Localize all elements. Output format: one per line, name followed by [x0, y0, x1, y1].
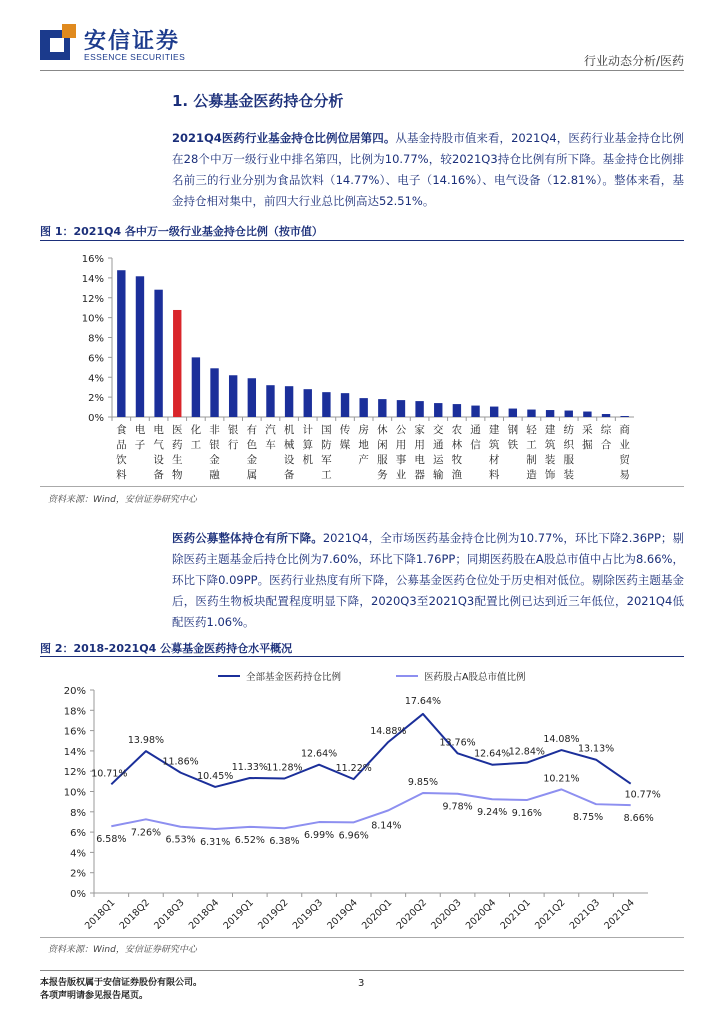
- y-tick-label: 8%: [70, 807, 86, 819]
- x-category-label-char: 饰: [544, 469, 556, 481]
- data-label-s1: 11.33%: [231, 762, 268, 774]
- bar-17: [415, 401, 423, 417]
- y-tick-label: 10%: [81, 313, 104, 325]
- y-tick-label: 6%: [88, 353, 104, 365]
- x-category-label-char: 建: [544, 424, 556, 436]
- section-title: 1. 公募基金医药持仓分析: [172, 92, 344, 110]
- paragraph-1-lead: 2021Q4医药行业基金持仓比例位居第四。: [172, 131, 396, 145]
- x-tick-label: 2018Q2: [117, 897, 153, 932]
- bar-12: [322, 392, 330, 417]
- x-category-label-char: 房: [358, 424, 369, 436]
- x-category-label-char: 闲: [377, 439, 388, 451]
- data-label-s2: 9.16%: [511, 808, 542, 820]
- y-tick-label: 14%: [63, 746, 86, 758]
- bar-4: [173, 310, 181, 417]
- x-category-label-char: 融: [209, 469, 220, 481]
- legend-label-2: 医药股占A股总市值比例: [424, 672, 526, 683]
- x-category-label-char: 电: [153, 424, 164, 436]
- x-tick-label: 2020Q3: [429, 897, 464, 932]
- x-category-label-char: 农: [451, 424, 463, 436]
- x-category-label-char: 非: [209, 424, 220, 436]
- pharma-holdings-line-chart: [40, 660, 684, 935]
- y-tick-label: 6%: [70, 828, 86, 840]
- x-category-label-char: 业: [619, 439, 630, 451]
- paragraph-1-body: 从基金持股市值来看，2021Q4，医药行业基金持仓比例在28个中万一级行业中排名第四，比例为10.77%，较2021Q3持仓比例有所下降。基金持仓比例排名前三的行业分别为食品饮料（14.77%）、电子（14.16%）、电气设备（12.81%）。整体来看，基金持仓相对集中，前四大行业总比例高达52.51%。: [172, 131, 684, 208]
- x-category-label-char: 化: [190, 424, 202, 436]
- y-tick-label: 8%: [88, 333, 104, 345]
- x-category-label-char: 掘: [582, 439, 593, 451]
- x-category-label-char: 建: [488, 424, 500, 436]
- data-label-s2: 7.26%: [130, 827, 162, 839]
- bar-6: [210, 368, 218, 417]
- x-category-label-char: 计: [302, 424, 313, 436]
- x-category-label-char: 易: [619, 469, 630, 481]
- x-category-label-char: 传: [339, 424, 351, 436]
- header-divider: [40, 70, 684, 71]
- bar-11: [304, 389, 312, 417]
- bar-7: [229, 375, 237, 417]
- x-tick-label: 2020Q2: [394, 897, 430, 932]
- x-category-label-char: 综: [600, 424, 612, 436]
- footer-copyright: 本报告版权属于安信证券股份有限公司。: [40, 978, 203, 988]
- logo-english-name: ESSENCE SECURITIES: [84, 52, 186, 62]
- footer-statement: 各项声明请参见报告尾页。: [40, 991, 149, 1001]
- data-label-s1: 10.77%: [624, 789, 661, 801]
- x-category-label-char: 媒: [339, 439, 351, 451]
- bar-8: [248, 378, 256, 417]
- data-label-s1: 11.22%: [335, 763, 372, 775]
- y-tick-label: 0%: [88, 413, 104, 424]
- x-tick-label: 2018Q3: [152, 897, 187, 932]
- x-category-label-char: 筑: [544, 439, 556, 451]
- bar-21: [490, 407, 498, 417]
- data-label-s2: 8.75%: [572, 812, 604, 824]
- x-category-label-char: 备: [283, 469, 295, 481]
- y-tick-label: 2%: [88, 393, 104, 405]
- x-category-label-char: 子: [134, 439, 146, 451]
- y-tick-label: 16%: [63, 726, 86, 738]
- bar-2: [136, 276, 144, 417]
- data-label-s1: 12.64%: [300, 748, 338, 760]
- x-category-label-char: 采: [582, 424, 593, 436]
- x-category-label-char: 防: [321, 439, 332, 451]
- data-label-s2: 9.24%: [477, 807, 508, 819]
- x-category-label-char: 家: [414, 424, 425, 436]
- bar-15: [378, 399, 386, 417]
- x-category-label-char: 银: [209, 439, 220, 451]
- x-tick-label: 2018Q1: [82, 897, 118, 932]
- figure-2-bottom-rule: [40, 937, 684, 938]
- data-label-s2: 6.96%: [338, 830, 369, 842]
- x-category-label-char: 事: [395, 454, 407, 466]
- x-tick-label: 2020Q4: [463, 897, 499, 932]
- paragraph-2-body: 2021Q4，全市场医药基金持仓比例为10.77%，环比下降2.36PP；剔除医药主题基金后持仓比例为7.60%，环比下降1.76PP；同期医药股在A股总市值中占比为8.66%，环比下降0.09PP。医药行业热度有所下降，公募基金医药仓位处于历史相对低位。剔除医药主题基金后，医药生物板块配置程度明显下降，2020Q3至2021Q3配置比例已达到近三年低位，2021Q4低配医药1.06%。: [172, 531, 684, 629]
- bar-24: [546, 410, 554, 417]
- data-label-s1: 12.64%: [474, 748, 511, 760]
- x-category-label-char: 汽: [265, 424, 276, 436]
- bar-20: [471, 406, 479, 417]
- x-category-label-char: 休: [377, 424, 388, 436]
- y-tick-label: 12%: [81, 293, 104, 305]
- bar-1: [117, 270, 125, 417]
- x-tick-label: 2019Q3: [290, 897, 326, 932]
- x-category-label-char: 商: [619, 424, 630, 436]
- x-category-label-char: 材: [488, 454, 500, 466]
- y-tick-label: 2%: [70, 868, 86, 880]
- data-label-s1: 14.08%: [543, 734, 580, 746]
- bar-16: [397, 400, 405, 417]
- x-tick-label: 2020Q1: [359, 897, 395, 932]
- data-label-s1: 10.45%: [197, 770, 234, 782]
- bar-18: [434, 403, 442, 417]
- x-category-label-char: 制: [526, 454, 537, 466]
- figure-2-title: 图 2：2018-2021Q4 公募基金医药持仓水平概况: [40, 642, 293, 655]
- footer-disclaimer: [40, 977, 202, 1003]
- analysis-paragraph-2: [172, 528, 684, 633]
- footer-divider: [40, 970, 684, 971]
- data-label-s2: 6.38%: [269, 836, 300, 848]
- x-category-label-char: 通: [470, 424, 481, 436]
- x-category-label-char: 药: [172, 439, 183, 451]
- figure-2-top-rule: [40, 656, 684, 657]
- x-category-label-char: 银: [227, 424, 239, 436]
- x-category-label-char: 纺: [563, 424, 574, 436]
- figure-2-source: 资料来源：Wind，安信证券研究中心: [48, 945, 197, 955]
- x-tick-label: 2021Q4: [602, 897, 637, 932]
- y-tick-label: 14%: [81, 273, 104, 285]
- bar-27: [602, 414, 610, 417]
- x-category-label-char: 金: [246, 454, 258, 466]
- x-category-label-char: 电: [134, 424, 146, 436]
- data-label-s2: 6.31%: [200, 836, 231, 848]
- logo-mark-icon: [40, 24, 76, 60]
- data-label-s1: 10.71%: [91, 768, 128, 780]
- x-category-label-char: 装: [544, 454, 556, 466]
- x-category-label-char: 料: [116, 469, 127, 481]
- x-category-label-char: 交: [433, 424, 444, 436]
- bar-28: [620, 416, 628, 417]
- x-category-label-char: 器: [414, 469, 425, 481]
- x-category-label-char: 装: [563, 469, 574, 481]
- x-category-label-char: 饮: [116, 454, 127, 466]
- bar-23: [527, 410, 535, 417]
- x-category-label-char: 铁: [507, 439, 519, 451]
- data-label-s1: 14.88%: [370, 725, 407, 737]
- data-label-s1: 13.76%: [439, 737, 476, 749]
- x-category-label-char: 牧: [451, 454, 463, 466]
- x-category-label-char: 林: [451, 439, 463, 451]
- x-category-label-char: 信: [470, 439, 481, 451]
- x-category-label-char: 气: [153, 439, 164, 451]
- y-tick-label: 18%: [63, 706, 86, 718]
- x-category-label-char: 算: [302, 439, 313, 451]
- data-label-s1: 11.28%: [266, 762, 303, 774]
- bar-9: [266, 385, 274, 417]
- bar-22: [509, 409, 517, 417]
- bar-25: [565, 411, 573, 417]
- figure-1-title: 图 1：2021Q4 各中万一级行业基金持仓比例（按市值）: [40, 225, 323, 238]
- x-category-label-char: 贸: [619, 454, 630, 466]
- data-label-s1: 12.84%: [508, 746, 545, 758]
- bar-19: [453, 404, 461, 417]
- x-category-label-char: 合: [600, 439, 612, 451]
- bar-3: [154, 290, 162, 417]
- data-label-s2: 8.14%: [371, 820, 402, 832]
- x-category-label-char: 料: [488, 469, 500, 481]
- x-category-label-char: 生: [172, 454, 183, 466]
- x-category-label-char: 服: [377, 454, 388, 466]
- x-category-label-char: 钢: [507, 424, 519, 436]
- paragraph-2-lead: 医药公募整体持仓有所下降。: [172, 531, 323, 545]
- bar-10: [285, 386, 293, 417]
- y-tick-label: 16%: [81, 254, 104, 265]
- x-category-label-char: 属: [246, 469, 258, 481]
- data-label-s2: 10.21%: [543, 773, 580, 785]
- x-tick-label: 2019Q2: [256, 897, 291, 932]
- x-category-label-char: 筑: [488, 439, 500, 451]
- x-tick-label: 2018Q4: [186, 897, 222, 932]
- data-label-s2: 9.78%: [442, 801, 473, 813]
- figure-1-top-rule: [40, 240, 684, 241]
- data-label-s2: 6.53%: [165, 834, 196, 846]
- y-tick-label: 4%: [70, 848, 86, 860]
- x-tick-label: 2021Q1: [498, 897, 533, 932]
- x-tick-label: 2019Q4: [325, 897, 360, 932]
- industry-holdings-bar-chart: [40, 246, 684, 484]
- x-tick-label: 2021Q2: [533, 897, 568, 932]
- y-tick-label: 12%: [63, 767, 86, 779]
- data-label-s1: 17.64%: [404, 695, 442, 707]
- x-category-label-char: 行: [227, 439, 239, 451]
- x-category-label-char: 食: [116, 424, 127, 436]
- company-logo: [40, 22, 240, 64]
- bar-13: [341, 393, 349, 417]
- data-label-s2: 9.85%: [407, 777, 439, 789]
- y-tick-label: 10%: [63, 787, 86, 799]
- x-category-label-char: 国: [321, 424, 332, 436]
- data-label-s2: 8.66%: [623, 813, 654, 825]
- x-category-label-char: 有: [246, 424, 258, 436]
- x-category-label-char: 品: [116, 439, 127, 451]
- y-tick-label: 4%: [88, 373, 104, 385]
- x-category-label-char: 业: [395, 469, 407, 481]
- x-category-label-char: 物: [172, 469, 183, 481]
- bar-14: [359, 398, 367, 417]
- analysis-paragraph-1: [172, 128, 684, 212]
- x-category-label-char: 械: [283, 439, 295, 451]
- x-category-label-char: 织: [563, 439, 574, 451]
- x-category-label-char: 渔: [451, 469, 463, 481]
- x-category-label-char: 医: [172, 424, 183, 436]
- x-category-label-char: 通: [433, 439, 444, 451]
- x-category-label-char: 设: [283, 454, 295, 466]
- x-category-label-char: 机: [283, 424, 295, 436]
- x-category-label-char: 用: [395, 439, 407, 451]
- x-category-label-char: 金: [209, 454, 220, 466]
- data-label-s2: 6.58%: [96, 834, 127, 846]
- x-category-label-char: 输: [433, 469, 444, 481]
- x-category-label-char: 备: [153, 469, 164, 481]
- y-tick-label: 0%: [70, 889, 86, 900]
- x-category-label-char: 工: [526, 439, 537, 451]
- x-category-label-char: 地: [358, 439, 369, 451]
- bar-5: [192, 357, 200, 417]
- data-label-s2: 6.52%: [234, 834, 265, 846]
- x-tick-label: 2021Q3: [567, 897, 603, 932]
- x-category-label-char: 务: [377, 469, 388, 481]
- x-category-label-char: 机: [302, 454, 313, 466]
- legend-label-1: 全部基金医药持仓比例: [246, 672, 342, 683]
- x-category-label-char: 产: [358, 454, 369, 466]
- x-category-label-char: 设: [153, 454, 164, 466]
- y-tick-label: 20%: [63, 686, 86, 697]
- x-category-label-char: 轻: [526, 424, 537, 436]
- data-label-s1: 13.13%: [577, 743, 615, 755]
- data-label-s1: 13.98%: [127, 735, 165, 747]
- x-category-label-char: 色: [246, 439, 258, 451]
- data-label-s2: 6.99%: [303, 830, 335, 842]
- x-category-label-char: 电: [414, 454, 425, 466]
- data-label-s1: 11.86%: [162, 756, 199, 768]
- x-category-label-char: 工: [321, 469, 332, 481]
- x-category-label-char: 车: [265, 439, 276, 451]
- page-number: 3: [358, 978, 365, 989]
- logo-chinese-name: 安信证券: [84, 29, 181, 54]
- x-category-label-char: 军: [321, 454, 332, 466]
- x-category-label-char: 工: [190, 439, 202, 451]
- x-category-label-char: 运: [433, 454, 444, 466]
- figure-1-source: 资料来源：Wind，安信证券研究中心: [48, 495, 197, 505]
- x-category-label-char: 造: [526, 469, 537, 481]
- report-category: 行业动态分析/医药: [583, 54, 684, 68]
- x-category-label-char: 公: [395, 424, 407, 436]
- bar-26: [583, 412, 591, 417]
- figure-1-bottom-rule: [40, 486, 684, 487]
- x-category-label-char: 服: [563, 454, 574, 466]
- x-category-label-char: 用: [414, 439, 425, 451]
- x-tick-label: 2019Q1: [221, 897, 256, 932]
